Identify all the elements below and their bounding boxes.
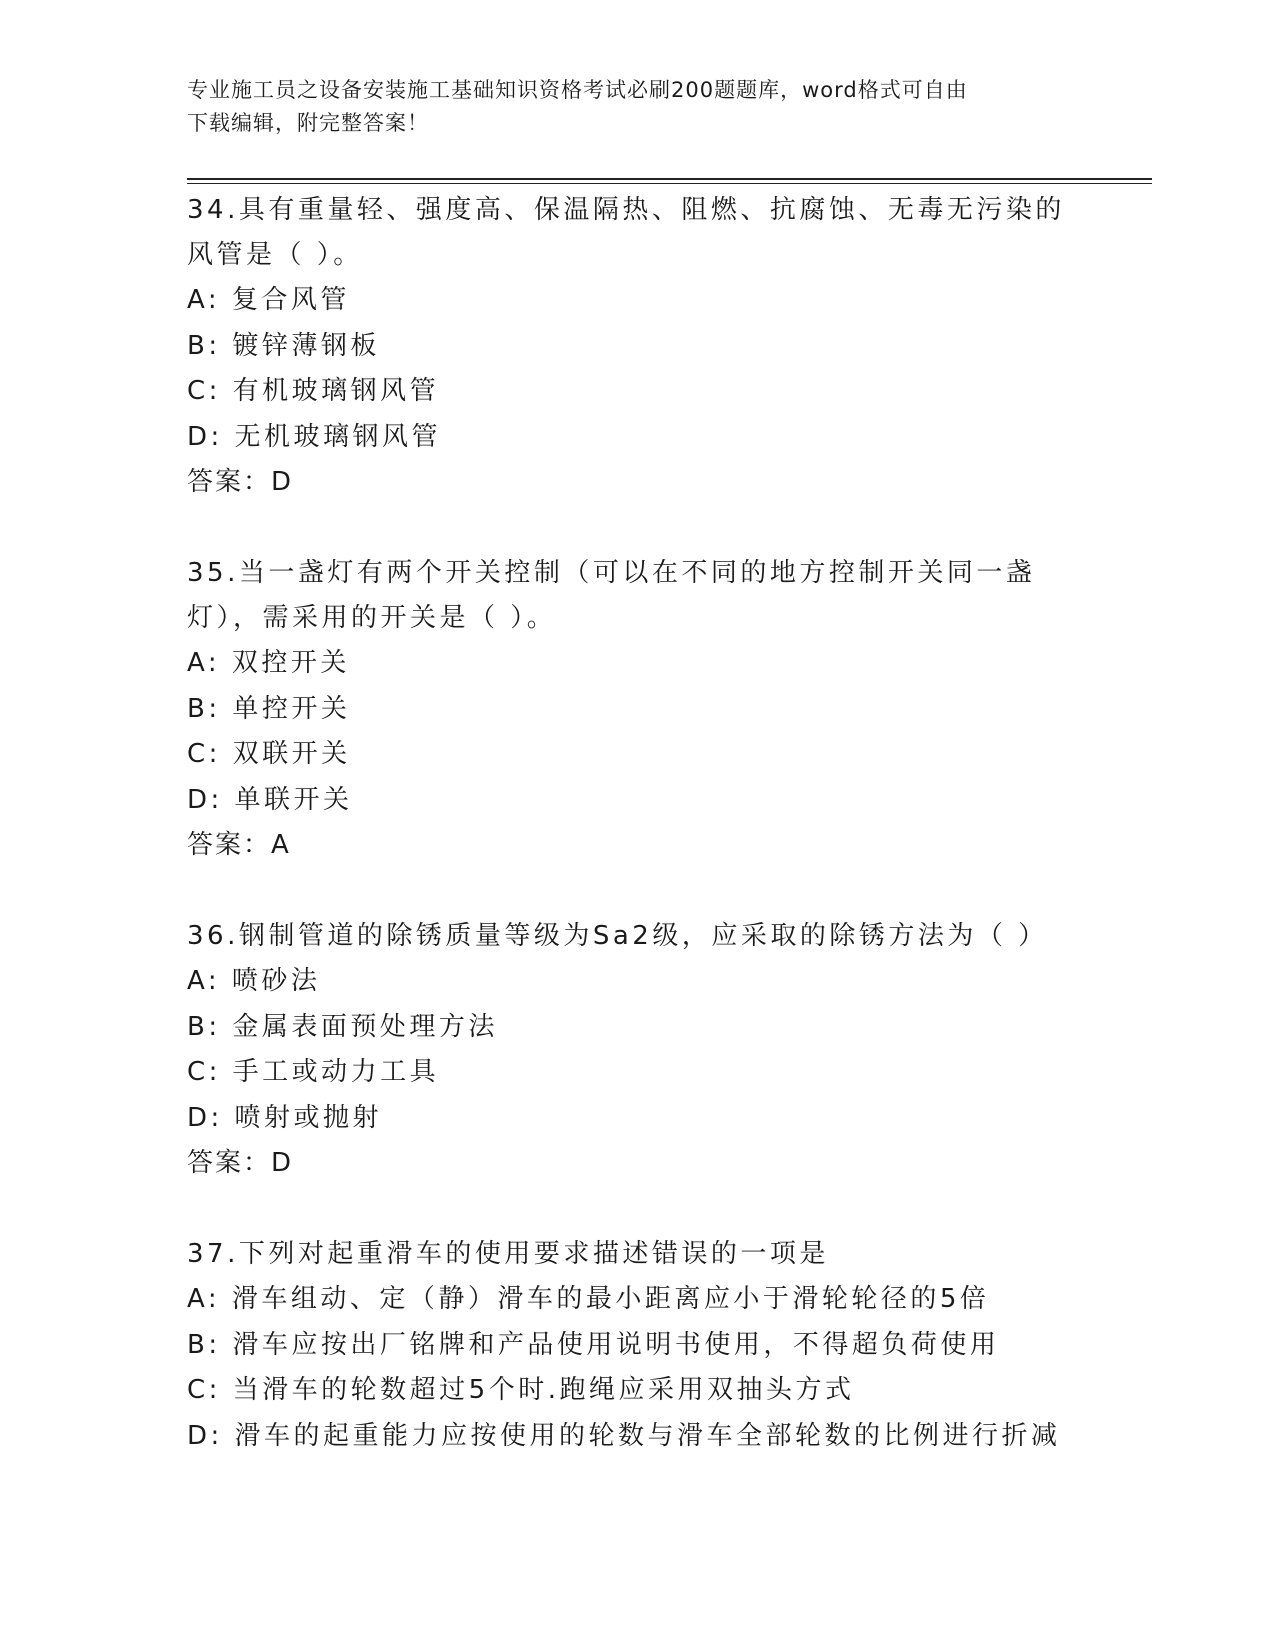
- option-c: C: 手工或动力工具: [187, 1057, 440, 1087]
- option-b: B: 滑车应按出厂铭牌和产品使用说明书使用，不得超负荷使用: [187, 1329, 1000, 1360]
- option-c: C: 当滑车的轮数超过5个时.跑绳应采用双抽头方式: [187, 1375, 855, 1405]
- option-d: D: 滑车的起重能力应按使用的轮数与滑车全部轮数的比例进行折减: [187, 1420, 1061, 1451]
- document-header: [187, 74, 1067, 140]
- question-stem: 34.具有重量轻、强度高、保温隔热、阻燃、抗腐蚀、无毒无污染的风管是（ ）。: [187, 195, 1065, 270]
- option-a: A: 喷砂法: [187, 966, 321, 996]
- option-a: A: 双控开关: [187, 648, 350, 678]
- question-stem: 36.钢制管道的除锈质量等级为Sa2级，应采取的除锈方法为（ ）: [187, 921, 1048, 951]
- answer: 答案：D: [187, 1148, 294, 1178]
- header-divider-thin: [187, 183, 1152, 184]
- question-35: [187, 551, 1087, 868]
- option-d: D: 无机玻璃钢风管: [187, 421, 442, 452]
- answer: 答案：A: [187, 830, 291, 860]
- option-a: A: 复合风管: [187, 285, 350, 315]
- answer: 答案：D: [187, 467, 294, 497]
- option-c: C: 双联开关: [187, 739, 351, 769]
- question-34: [187, 188, 1087, 505]
- header-divider-thick: [187, 178, 1152, 180]
- option-b: B: 金属表面预处理方法: [187, 1011, 498, 1042]
- header-line-2: 下载编辑，附完整答案！: [187, 111, 429, 135]
- option-d: D: 单联开关: [187, 784, 353, 815]
- question-stem: 35.当一盏灯有两个开关控制（可以在不同的地方控制开关同一盏灯），需采用的开关是（ ）。: [187, 558, 1036, 633]
- option-a: A: 滑车组动、定（静）滑车的最小距离应小于滑轮轮径的5倍: [187, 1284, 990, 1314]
- question-36: [187, 914, 1087, 1186]
- question-37: [187, 1232, 1087, 1459]
- header-line-1: 专业施工员之设备安装施工基础知识资格考试必刷200题题库，word格式可自由: [187, 78, 968, 102]
- option-d: D: 喷射或抛射: [187, 1102, 383, 1133]
- option-b: B: 单控开关: [187, 693, 351, 724]
- option-b: B: 镀锌薄钢板: [187, 330, 380, 361]
- option-c: C: 有机玻璃钢风管: [187, 376, 440, 406]
- question-list: [187, 188, 1087, 1505]
- question-stem: 37.下列对起重滑车的使用要求描述错误的一项是: [187, 1239, 829, 1269]
